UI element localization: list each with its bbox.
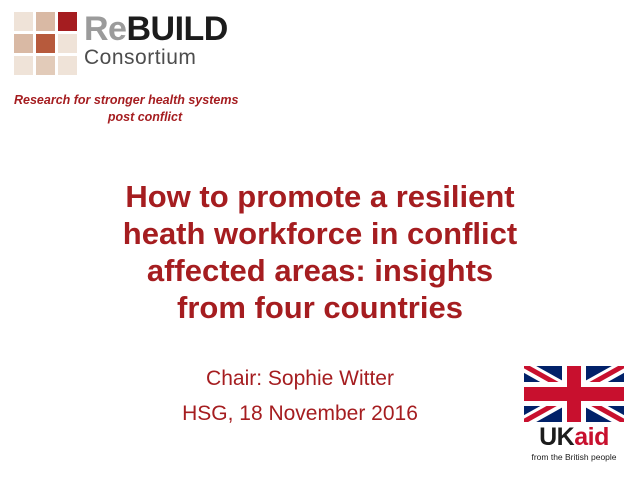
chair-name: Chair: Sophie Witter bbox=[206, 367, 394, 390]
logo-swatch bbox=[14, 12, 33, 31]
logo-swatch-grid-icon bbox=[14, 12, 77, 75]
page-title bbox=[40, 178, 600, 326]
logo-brand-main: BUILD bbox=[126, 10, 228, 48]
event-date: HSG, 18 November 2016 bbox=[182, 402, 418, 425]
tagline-line-2: post conflict bbox=[107, 110, 183, 124]
ukaid-word-aid: aid bbox=[574, 423, 609, 451]
title-line-4: from four countries bbox=[177, 290, 463, 325]
tagline-line-1: Research for stronger health systems bbox=[14, 93, 239, 107]
logo-brand-prefix: Re bbox=[84, 10, 127, 48]
ukaid-word-uk: UK bbox=[539, 423, 575, 451]
logo-swatch bbox=[36, 56, 55, 75]
ukaid-wordmark bbox=[524, 424, 624, 451]
logo-swatch bbox=[36, 12, 55, 31]
logo-swatch bbox=[58, 56, 77, 75]
logo-swatch bbox=[14, 34, 33, 53]
logo-wordmark bbox=[84, 10, 284, 70]
title-line-3: affected areas: insights bbox=[146, 253, 494, 288]
title-line-2: heath workforce in conflict bbox=[122, 216, 518, 251]
union-jack-icon bbox=[524, 366, 624, 422]
ukaid-logo bbox=[524, 366, 624, 464]
logo-swatch bbox=[58, 12, 77, 31]
logo-swatch bbox=[58, 34, 77, 53]
rebuild-logo bbox=[14, 12, 284, 92]
logo-swatch bbox=[14, 56, 33, 75]
ukaid-strapline: from the British people bbox=[531, 452, 617, 462]
logo-brand-sub: Consortium bbox=[84, 46, 197, 69]
flag-cross-red-horizontal bbox=[524, 387, 624, 401]
tagline bbox=[14, 92, 276, 126]
logo-swatch bbox=[36, 34, 55, 53]
logo-brand-name bbox=[84, 10, 284, 48]
title-line-1: How to promote a resilient bbox=[125, 179, 515, 214]
